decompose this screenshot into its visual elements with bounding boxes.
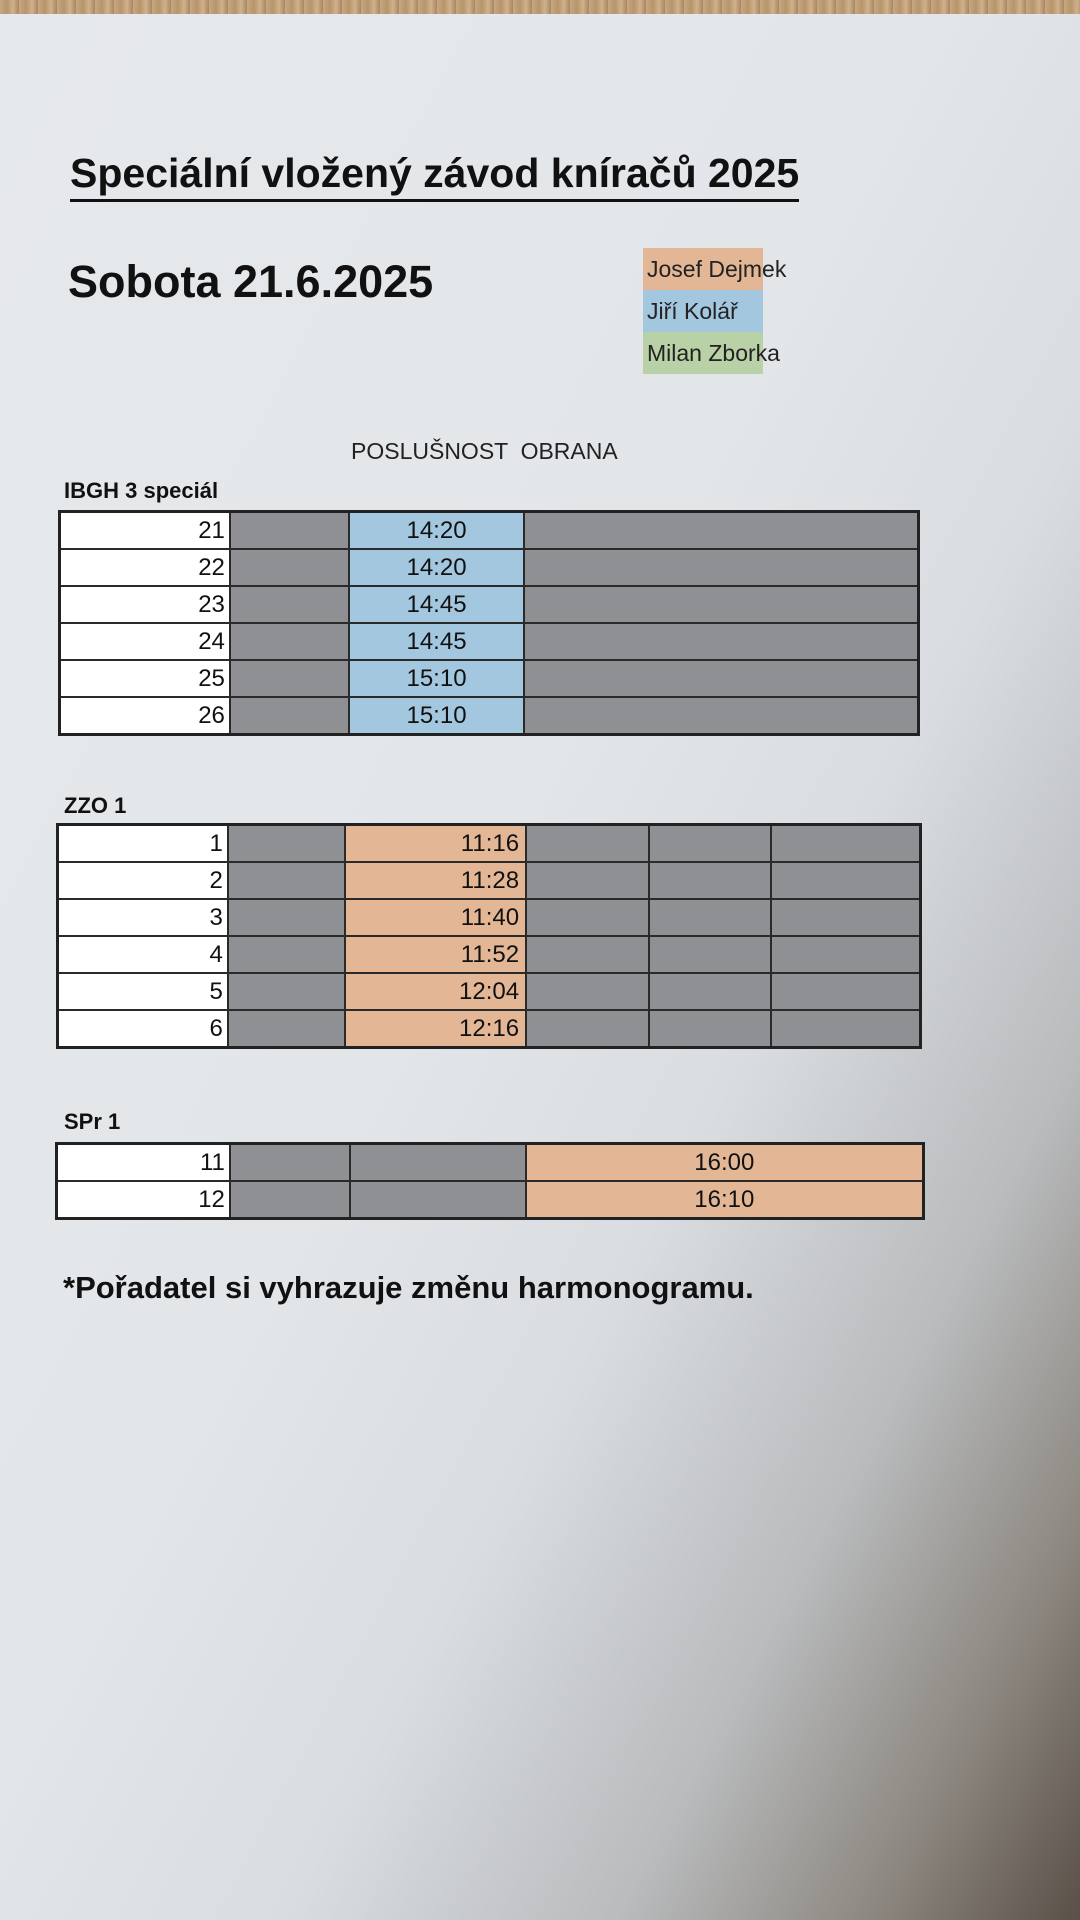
table-row [58, 936, 921, 973]
table-row [60, 660, 919, 697]
legend-label: Josef Dejmek [647, 256, 787, 282]
time-cell: 12:04 [345, 973, 526, 1010]
empty-cell [228, 862, 346, 899]
spr-table [55, 1142, 925, 1220]
empty-cell [649, 1010, 771, 1048]
empty-cell [228, 825, 346, 863]
empty-cell [524, 549, 918, 586]
legend-item-josef-dejmek [643, 248, 787, 290]
empty-cell [771, 862, 920, 899]
section-label-ibgh: IBGH 3 speciál [64, 478, 219, 503]
start-number-cell: 1 [58, 825, 228, 863]
start-number-cell: 6 [58, 1010, 228, 1048]
empty-cell [771, 825, 920, 863]
empty-cell [526, 1010, 648, 1048]
table-row [60, 697, 919, 735]
footnote: *Pořadatel si vyhrazuje změnu harmonogramu. [63, 1270, 754, 1305]
empty-cell [230, 512, 349, 550]
start-number-cell: 26 [60, 697, 230, 735]
table-row [58, 862, 921, 899]
empty-cell [228, 936, 346, 973]
empty-cell [228, 899, 346, 936]
time-cell: 16:10 [526, 1181, 924, 1219]
table-row [60, 586, 919, 623]
empty-cell [524, 623, 918, 660]
legend-item-milan-zborka [643, 332, 780, 374]
start-number-cell: 3 [58, 899, 228, 936]
start-number-cell: 22 [60, 549, 230, 586]
start-number-cell: 23 [60, 586, 230, 623]
empty-cell [526, 936, 648, 973]
section-label-spr: SPr 1 [64, 1109, 121, 1134]
empty-cell [230, 660, 349, 697]
time-cell: 11:16 [345, 825, 526, 863]
table-row [58, 973, 921, 1010]
empty-cell [524, 660, 918, 697]
section-label-zzo: ZZO 1 [64, 793, 127, 818]
time-cell: 14:20 [349, 512, 524, 550]
empty-cell [524, 512, 918, 550]
start-number-cell: 24 [60, 623, 230, 660]
time-cell: 12:16 [345, 1010, 526, 1048]
table-row [57, 1144, 924, 1182]
start-number-cell: 11 [57, 1144, 230, 1182]
start-number-cell: 25 [60, 660, 230, 697]
empty-cell [350, 1181, 526, 1219]
empty-cell [230, 623, 349, 660]
empty-cell [771, 936, 920, 973]
start-number-cell: 2 [58, 862, 228, 899]
empty-cell [524, 697, 918, 735]
empty-cell [524, 586, 918, 623]
judges-legend [643, 248, 787, 374]
time-cell: 11:28 [345, 862, 526, 899]
time-cell: 16:00 [526, 1144, 924, 1182]
empty-cell [526, 825, 648, 863]
empty-cell [230, 549, 349, 586]
ibgh-table [58, 510, 920, 736]
empty-cell [230, 586, 349, 623]
time-cell: 11:40 [345, 899, 526, 936]
time-cell: 14:45 [349, 586, 524, 623]
table-row [58, 899, 921, 936]
start-number-cell: 21 [60, 512, 230, 550]
table-row [57, 1181, 924, 1219]
empty-cell [649, 973, 771, 1010]
empty-cell [228, 973, 346, 1010]
empty-cell [230, 697, 349, 735]
column-headers: POSLUŠNOST OBRANA [351, 438, 618, 464]
legend-label: Milan Zborka [647, 340, 780, 366]
empty-cell [771, 973, 920, 1010]
empty-cell [230, 1144, 350, 1182]
empty-cell [649, 899, 771, 936]
table-row [58, 1010, 921, 1048]
page-title: Speciální vložený závod kníračů 2025 [70, 150, 799, 202]
time-cell: 14:20 [349, 549, 524, 586]
empty-cell [350, 1144, 526, 1182]
empty-cell [526, 973, 648, 1010]
legend-item-jiri-kolar [643, 290, 763, 332]
empty-cell [771, 1010, 920, 1048]
empty-cell [649, 825, 771, 863]
empty-cell [228, 1010, 346, 1048]
empty-cell [771, 899, 920, 936]
empty-cell [230, 1181, 350, 1219]
zzo-table [56, 823, 922, 1049]
event-date: Sobota 21.6.2025 [68, 256, 434, 307]
legend-label: Jiří Kolář [647, 298, 738, 324]
empty-cell [649, 862, 771, 899]
start-number-cell: 5 [58, 973, 228, 1010]
empty-cell [526, 899, 648, 936]
table-row [60, 512, 919, 550]
time-cell: 15:10 [349, 660, 524, 697]
empty-cell [526, 862, 648, 899]
time-cell: 11:52 [345, 936, 526, 973]
time-cell: 15:10 [349, 697, 524, 735]
table-row [58, 825, 921, 863]
table-row [60, 623, 919, 660]
time-cell: 14:45 [349, 623, 524, 660]
start-number-cell: 4 [58, 936, 228, 973]
start-number-cell: 12 [57, 1181, 230, 1219]
table-row [60, 549, 919, 586]
empty-cell [649, 936, 771, 973]
